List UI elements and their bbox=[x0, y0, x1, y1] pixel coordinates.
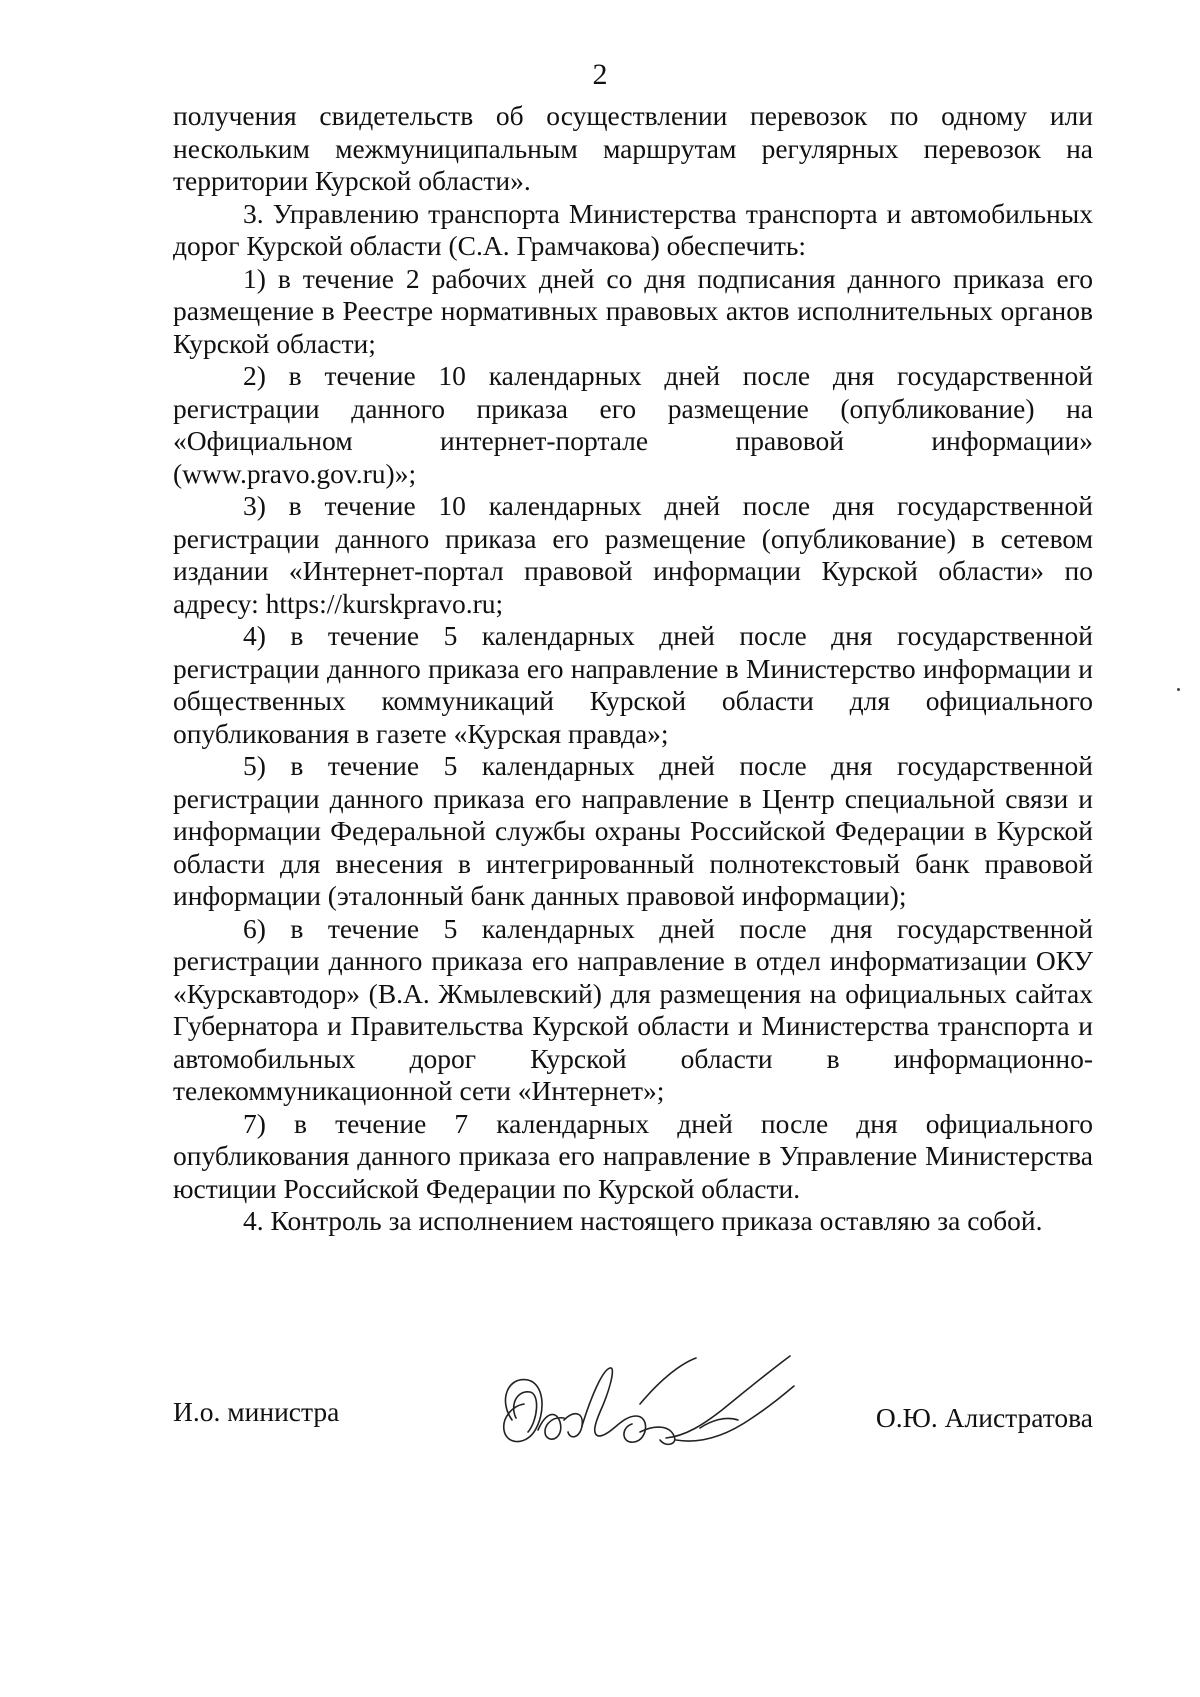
signatory-position: И.о. министра bbox=[173, 1396, 340, 1427]
subitem-5: 5) в течение 5 календарных дней после дня государственной регистрации данного приказа его направление в Центр специальной связи и информации Федеральной службы охраны Российской Федерации в Курской области для внесения в интегрированный полнотекстовый банк правовой информации (эталонный банк данных правовой информации); bbox=[173, 750, 1093, 911]
subitem-6: 6) в течение 5 календарных дней после дня государственной регистрации данного приказа его направление в отдел информатизации ОКУ «Курскавтодор» (В.А. Жмылевский) для размещения на официальных сайтах Губернатора и Правительства Курской области и Министерства транспорта и автомобильных дорог Курской области в информационно-телекоммуникационной сети «Интернет»; bbox=[173, 912, 1093, 1106]
scan-speck bbox=[1177, 688, 1180, 691]
signatory-name: О.Ю. Алистратова bbox=[875, 1402, 1093, 1433]
signature-block bbox=[0, 1340, 1200, 1480]
subitem-2: 2) в течение 10 календарных дней после дня государственной регистрации данного приказа его размещение (опубликование) на «Официальном интернет-портале правовой информации» (www.pravo.gov.ru)»; bbox=[173, 360, 1093, 489]
page-number: 2 bbox=[592, 58, 608, 91]
subitem-3: 3) в течение 10 календарных дней после дня государственной регистрации данного приказа его размещение (опубликование) в сетевом издании «Интернет-портал правовой информации Курской области» по адресу: https://kurskpravo.ru; bbox=[173, 490, 1093, 619]
paragraph-item-4: 4. Контроль за исполнением настоящего приказа оставляю за собой. bbox=[243, 1205, 1043, 1236]
paragraph-item-3: 3. Управлению транспорта Министерства транспорта и автомобильных дорог Курской области (С.А. Грамчакова) обеспечить: bbox=[173, 197, 1093, 261]
subitem-1: 1) в течение 2 рабочих дней со дня подписания данного приказа его размещение в Реестре нормативных правовых актов исполнительных органов Курской области; bbox=[173, 262, 1093, 359]
document-body bbox=[173, 100, 1093, 1238]
subitem-7: 7) в течение 7 календарных дней после дня официального опубликования данного приказа его направление в Управление Министерства юстиции Российской Федерации по Курской области. bbox=[173, 1107, 1093, 1204]
subitem-4: 4) в течение 5 календарных дней после дня государственной регистрации данного приказа его направление в Министерство информации и общественных коммуникаций Курской области для официального опубликования в газете «Курская правда»; bbox=[173, 620, 1093, 749]
paragraph-continuation: получения свидетельств об осуществлении перевозок по одному или нескольким межмуниципальным маршрутам регулярных перевозок на территории Курской области». bbox=[173, 100, 1093, 196]
signature-image bbox=[490, 1340, 820, 1470]
